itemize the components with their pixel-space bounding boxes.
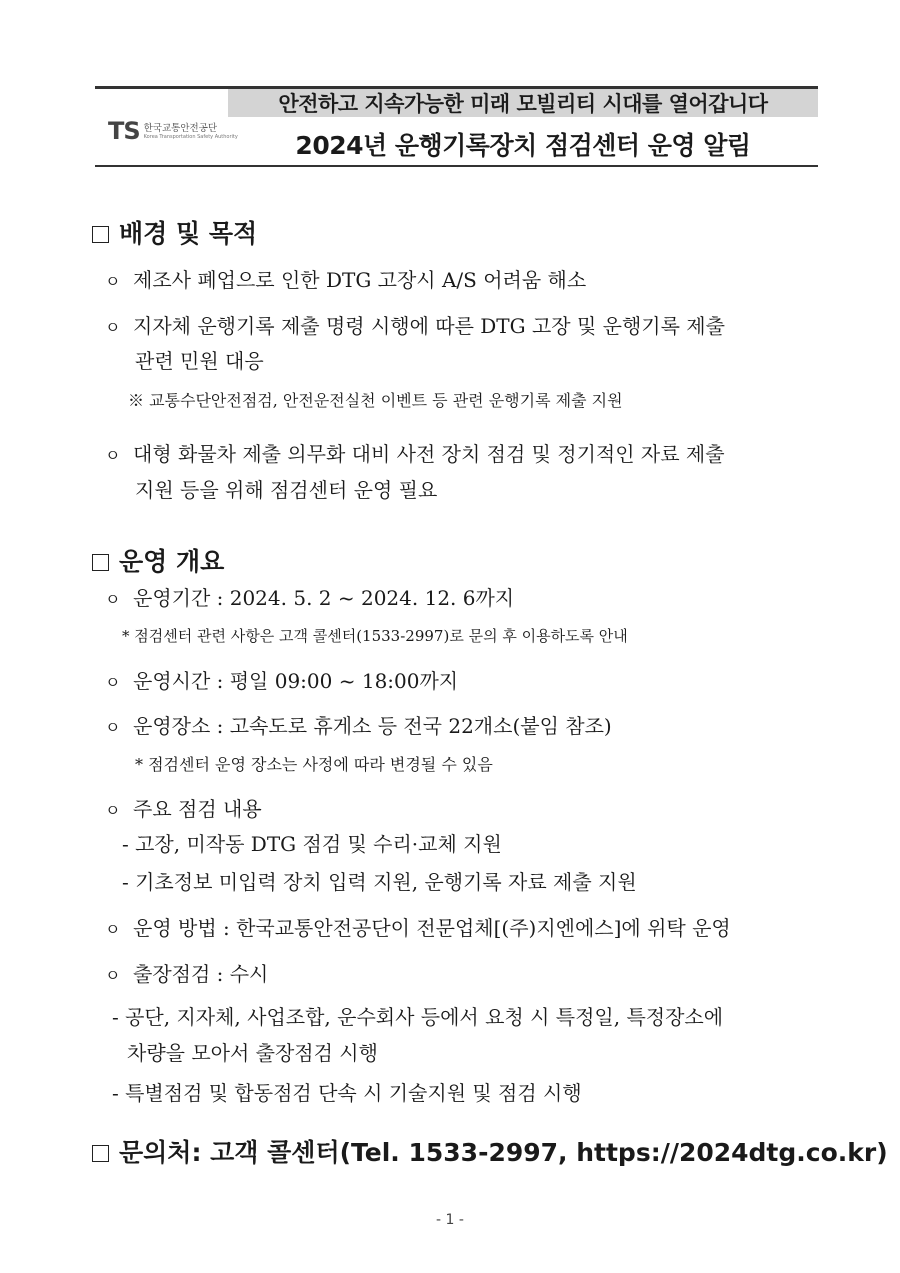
- section1-heading: 배경 및 목적: [119, 219, 258, 248]
- ts-logo: [108, 116, 238, 146]
- bullet-icon: ㅇ: [105, 272, 121, 291]
- item-text: 출장점검 : 수시: [133, 962, 269, 986]
- sub-item-continuation: 차량을 모아서 출장점검 시행: [127, 1041, 378, 1065]
- section3-heading: 문의처: 고객 콜센터(Tel. 1533-2997, https://2024dtg.co.kr): [119, 1138, 888, 1167]
- header-slogan: 안전하고 지속가능한 미래 모빌리티 시대를 열어갑니다: [228, 89, 818, 117]
- item-text: 운영 방법 : 한국교통안전공단이 전문업체[(주)지엔에스]에 위탁 운영: [133, 916, 731, 940]
- reference-note: * 점검센터 관련 사항은 고객 콜센터(1533-2997)로 문의 후 이용하도록 안내: [122, 627, 628, 645]
- section-heading-overview: [92, 542, 224, 578]
- item-text: 제조사 폐업으로 인한 DTG 고장시 A/S 어려움 해소: [133, 268, 587, 292]
- bullet-icon: ㅇ: [105, 920, 121, 939]
- reference-note: * 점검센터 운영 장소는 사정에 따라 변경될 수 있음: [135, 755, 493, 774]
- bullet-icon: ㅇ: [105, 318, 121, 337]
- bullet-icon: ㅇ: [105, 590, 121, 609]
- list-item: [105, 710, 612, 739]
- logo-mark: TS: [108, 117, 140, 145]
- item-text: 대형 화물차 제출 의무화 대비 사전 장치 점검 및 정기적인 자료 제출: [133, 442, 725, 466]
- sub-item: - 공단, 지자체, 사업조합, 운수회사 등에서 요청 시 특정일, 특정장소에: [112, 1005, 724, 1029]
- list-item: [105, 310, 725, 339]
- bullet-icon: ㅇ: [105, 446, 121, 465]
- item-text: 운영기간 : 2024. 5. 2 ~ 2024. 12. 6까지: [133, 586, 515, 610]
- list-item: [105, 665, 458, 694]
- logo-name-kr: 한국교통안전공단: [143, 122, 218, 134]
- item-text: 운영장소 : 고속도로 휴게소 등 전국 22개소(붙임 참조): [133, 714, 612, 738]
- item-continuation: 관련 민원 대응: [135, 349, 264, 373]
- section2-heading: 운영 개요: [119, 547, 225, 576]
- logo-text: [144, 123, 238, 140]
- reference-note: ※ 교통수단안전점검, 안전운전실천 이벤트 등 관련 운행기록 제출 지원: [128, 391, 623, 410]
- list-item: [105, 264, 586, 293]
- item-continuation: 지원 등을 위해 점검센터 운영 필요: [135, 478, 438, 502]
- bullet-icon: ㅇ: [105, 966, 121, 985]
- sub-item: - 특별점검 및 합동점검 단속 시 기술지원 및 점검 시행: [112, 1081, 582, 1105]
- item-text: 지자체 운행기록 제출 명령 시행에 따른 DTG 고장 및 운행기록 제출: [133, 314, 725, 338]
- checkbox-square-icon: [92, 1145, 109, 1162]
- section-heading-background: [92, 214, 257, 250]
- item-text: 주요 점검 내용: [133, 797, 262, 821]
- bullet-icon: ㅇ: [105, 673, 121, 692]
- list-item: [105, 912, 731, 941]
- list-item: [105, 438, 725, 467]
- page-number: - 1 -: [436, 1212, 464, 1228]
- list-item: [105, 958, 268, 987]
- sub-item: - 기초정보 미입력 장치 입력 지원, 운행기록 자료 제출 지원: [122, 870, 637, 894]
- logo-name-en: Korea Transportation Safety Authority: [143, 133, 238, 140]
- sub-item: - 고장, 미작동 DTG 점검 및 수리·교체 지원: [122, 832, 502, 856]
- checkbox-square-icon: [92, 226, 109, 243]
- item-text: 운영시간 : 평일 09:00 ~ 18:00까지: [133, 669, 459, 693]
- section-heading-contact: [92, 1133, 888, 1169]
- header-bottom-rule: [95, 165, 818, 167]
- list-item: [105, 793, 262, 822]
- bullet-icon: ㅇ: [105, 718, 121, 737]
- document-title: 2024년 운행기록장치 점검센터 운영 알림: [295, 131, 751, 160]
- list-item: [105, 582, 514, 611]
- bullet-icon: ㅇ: [105, 801, 121, 820]
- checkbox-square-icon: [92, 554, 109, 571]
